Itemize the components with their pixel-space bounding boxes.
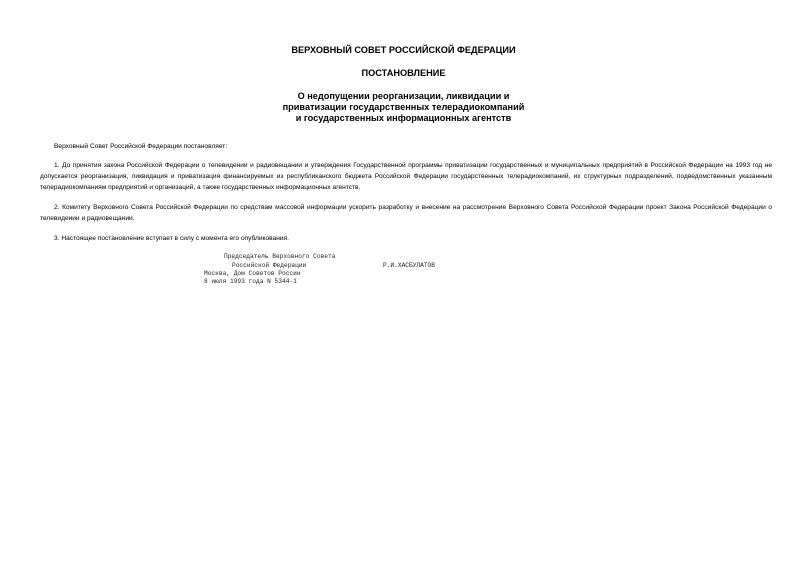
date-and-number: 8 июля 1993 года N 5344-1 xyxy=(204,278,297,285)
title-line: приватизации государственных телерадиокомпаний xyxy=(282,102,525,112)
paragraph-2: 2. Комитету Верховного Совета Российской Федерации по средствам массовой информации ускорить разработку и внесение на рассмотрение Верховного Совета Российской Федерации проект Закона Российской Федерации о телевидении и радиовещании. xyxy=(40,204,772,222)
document-title xyxy=(0,91,807,124)
paragraph-1: 1. До принятия закона Российской Федерации о телевидении и радиовещании и утверждения Государственной программы приватизации государственных и муниципальных предприятий в Российской Федерации на 1993 год не допускается реорганизация, ликвидация и приватизация финансируемых из республиканского бюджета Российской Федерации государственных телерадиокомпаний, их структурных подразделений, подведомственных указанным телерадиокомпаниям предприятий и организаций, а также государственных информационных агентств. xyxy=(40,162,772,191)
title-line: и государственных информационных агентств xyxy=(295,113,512,123)
paragraph-3: 3. Настоящее постановление вступает в силу с момента его опубликования. xyxy=(54,235,289,242)
signatory-position-line1: Председатель Верховного Совета xyxy=(224,253,336,260)
signing-place: Москва, Дом Советов России xyxy=(204,270,301,277)
signatory-name: Р.И.ХАСБУЛАТОВ xyxy=(383,262,435,269)
preamble: Верховный Совет Российской Федерации постановляет: xyxy=(54,143,228,150)
document-type: ПОСТАНОВЛЕНИЕ xyxy=(361,68,446,78)
issuing-authority: ВЕРХОВНЫЙ СОВЕТ РОССИЙСКОЙ ФЕДЕРАЦИИ xyxy=(291,45,516,55)
signatory-position-line2: Российской Федерации xyxy=(232,262,307,269)
title-line: О недопущении реорганизации, ликвидации и xyxy=(297,91,510,101)
